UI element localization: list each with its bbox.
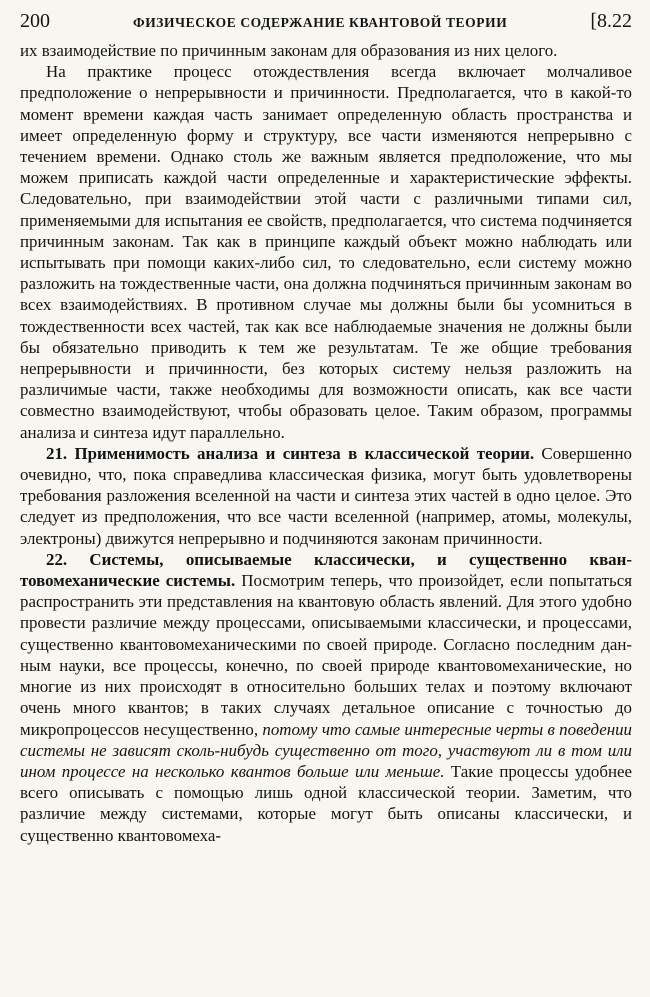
section-22-heading: 22. Системы, описываемые классически, и существенно квантовомеханические системы. — [20, 549, 632, 591]
section-22-body-part-2: Такие процессы удобнее всего описывать с помощью лишь одной классической теории. Заметим, что различие между системами, которые могут быть описаны классически, и существенно квантовомеха- — [20, 761, 632, 845]
section-reference: [8.22 — [590, 10, 632, 32]
paragraph-continuation: их взаимодействие по причинным законам для образования из них целого. — [20, 41, 558, 60]
section-21-heading: 21. Применимость анализа и синтеза в классической теории. — [46, 443, 535, 463]
page-header — [20, 10, 632, 40]
section-22-italic-passage: потому что самые интересные черты в поведении системы не зависят сколь-нибудь существенно от того, участвуют ли в том или ином процессе на несколько квантов больше или меньше. — [20, 719, 632, 781]
page-number: 200 — [20, 10, 50, 32]
section-21-body: Совершенно очевидно, что, пока справедлива классическая физика, могут быть удовлетворены требования разложения вселенной на части и синтеза этих частей в одно целое. Это следует из предположения, что все части вселенной (например, атомы, молекулы, электроны) движутся непрерывно и подчиняются законам причинности. — [20, 443, 632, 548]
section-22 — [20, 549, 632, 846]
paragraph-identification: На практике процесс отождествления всегда включает молчаливое предположение о непрерывности и причинности. Предполагается, что в какой-то момент времени каждая часть занимает определенную область пространства и имеет определенную форму и структуру, все части изменяются непрерывно с течением времени. Однако столь же важным является предположение, что мы можем приписать каждой части определенные и характеристические эффекты. Следовательно, при взаимодействии этой части с различными типами сил, применяемыми для испытания ее свойств, предполагается, что система подчиняется причинным законам. Так как в принципе каждый объект можно наблюдать или испытывать при помощи каких-либо сил, то следовательно, если систему можно разложить на тождественные части, она должна подчиняться причинным законам во всех взаимодействиях. В противном случае мы должны были бы усомниться в тождественности всех частей, так как все наблюдаемые значения не должны были бы обязательно приводить к тем же результатам. Те же общие требования непрерывности и причинности, без которых систему нельзя разложить на различимые части, также необходимы для возможности описать, как все части совместно взаимодействуют, чтобы образовать целое. Таким образом, программы анализа и синтеза идут параллельно. — [20, 62, 632, 442]
section-22-body-part-1: Посмотрим теперь, что произойдет, если попытаться распространить эти представления на квантовую область явлений. Для этого удобно провести различие между процессами, описываемыми классически, и процессами, существенно квантовомеханическими по своей природе. Согласно последним данным науки, все процессы, конечно, по своей природе квантовомеханические, но многие из них происходят в относительно больших телах и поэтому включают очень много квантов; в таких случаях детальное описание с точностью до микропроцессов несущественно, — [20, 571, 633, 739]
book-page — [20, 10, 632, 846]
section-21 — [20, 443, 632, 549]
body-text — [20, 40, 632, 846]
running-title: ФИЗИЧЕСКОЕ СОДЕРЖАНИЕ КВАНТОВОЙ ТЕОРИИ — [133, 15, 508, 30]
